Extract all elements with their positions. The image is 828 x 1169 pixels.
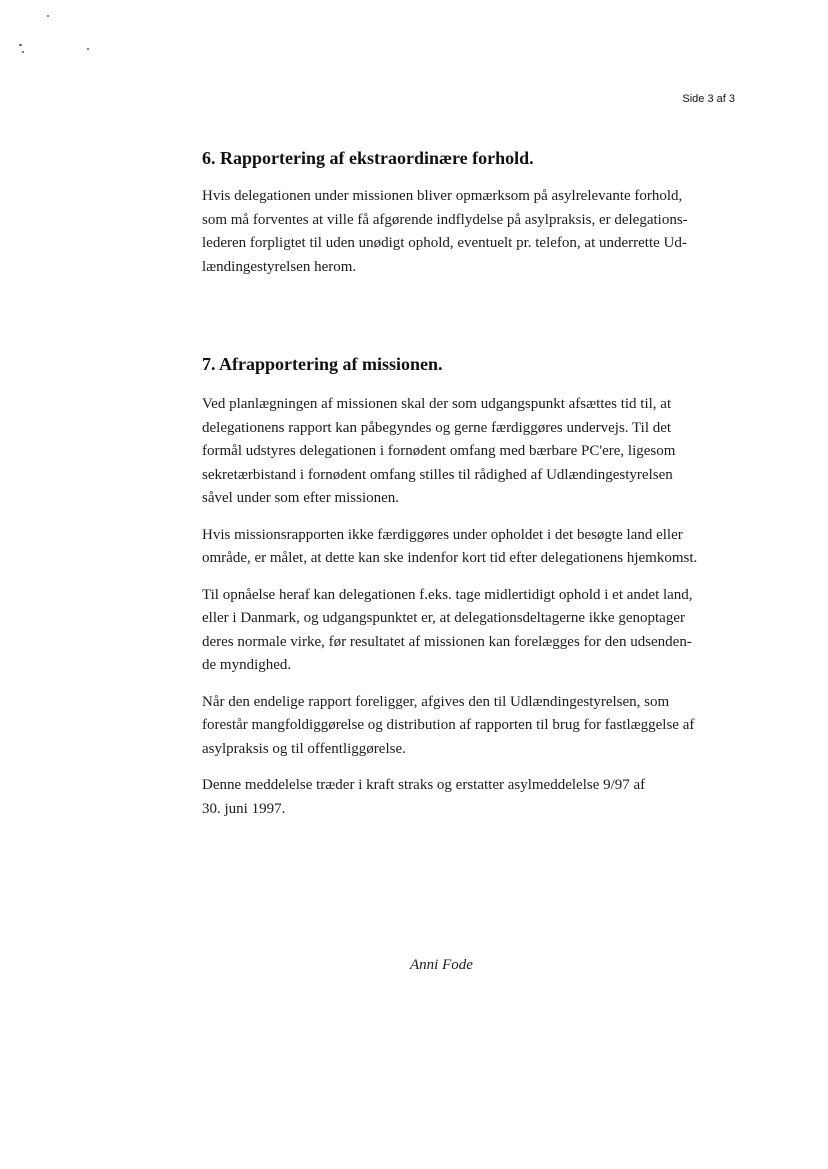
paragraph-line: lederen forpligtet til uden unødigt ophold, eventuelt pr. telefon, at underrette Ud-: [202, 235, 687, 251]
section-7-paragraph-4: [202, 691, 742, 762]
paragraph-line: Denne meddelelse træder i kraft straks og erstatter asylmeddelelse 9/97 af: [202, 777, 646, 793]
signature-name: Anni Fode: [410, 957, 473, 973]
paragraph-line: såvel under som efter missionen.: [202, 490, 400, 506]
paragraph-line: deres normale virke, før resultatet af missionen kan forelægges for den udsenden-: [202, 633, 692, 650]
paragraph-line: lændingestyrelsen herom.: [202, 258, 357, 275]
paragraph-line: eller i Danmark, og udgangspunktet er, at delegationsdeltagerne ikke genoptager: [202, 610, 685, 626]
scan-speck: [87, 48, 89, 50]
paragraph-line: som må forventes at ville få afgørende indflydelse på asylpraksis, er delegations-: [202, 211, 688, 228]
scan-speck: [22, 51, 24, 53]
section-6-paragraph: [202, 185, 742, 279]
paragraph-line: Til opnåelse heraf kan delegationen f.eks. tage midlertidigt ophold i et andet land,: [202, 586, 693, 603]
paragraph-line: Når den endelige rapport foreligger, afgives den til Udlændingestyrelsen, som: [202, 693, 670, 710]
section-7-paragraph-5: [202, 774, 742, 821]
paragraph-line: asylpraksis og til offentliggørelse.: [202, 740, 406, 757]
paragraph-line: delegationens rapport kan påbegyndes og gerne færdiggøres undervejs. Til det: [202, 419, 672, 436]
section-6: [202, 146, 742, 279]
paragraph-line: formål udstyres delegationen i fornødent omfang med bærbare PC'ere, ligesom: [202, 443, 676, 459]
paragraph-line: Hvis missionsrapporten ikke færdiggøres under opholdet i det besøgte land eller: [202, 526, 683, 543]
section-7-paragraph-3: [202, 584, 742, 678]
paragraph-line: område, er målet, at dette kan ske indenfor kort tid efter delegationens hjemkomst.: [202, 550, 698, 566]
paragraph-line: Ved planlægningen af missionen skal der som udgangspunkt afsættes tid til, at: [202, 396, 672, 412]
scan-speck: [19, 44, 22, 46]
section-6-heading: 6. Rapportering af ekstraordinære forhold.: [202, 148, 534, 168]
section-7: [202, 352, 742, 821]
paragraph-line: de myndighed.: [202, 657, 292, 673]
paragraph-line: forestår mangfoldiggørelse og distribution af rapporten til brug for fastlæggelse af: [202, 717, 695, 733]
page-number: Side 3 af 3: [682, 93, 735, 105]
section-7-heading: 7. Afrapportering af missionen.: [202, 354, 443, 374]
paragraph-line: sekretærbistand i fornødent omfang stilles til rådighed af Udlændingestyrelsen: [202, 466, 673, 483]
paragraph-line: Hvis delegationen under missionen bliver opmærksom på asylrelevante forhold,: [202, 188, 683, 204]
scan-speck: [47, 15, 49, 17]
section-7-paragraph-1: [202, 393, 742, 511]
paragraph-line: 30. juni 1997.: [202, 800, 286, 817]
section-7-paragraph-2: [202, 524, 742, 571]
